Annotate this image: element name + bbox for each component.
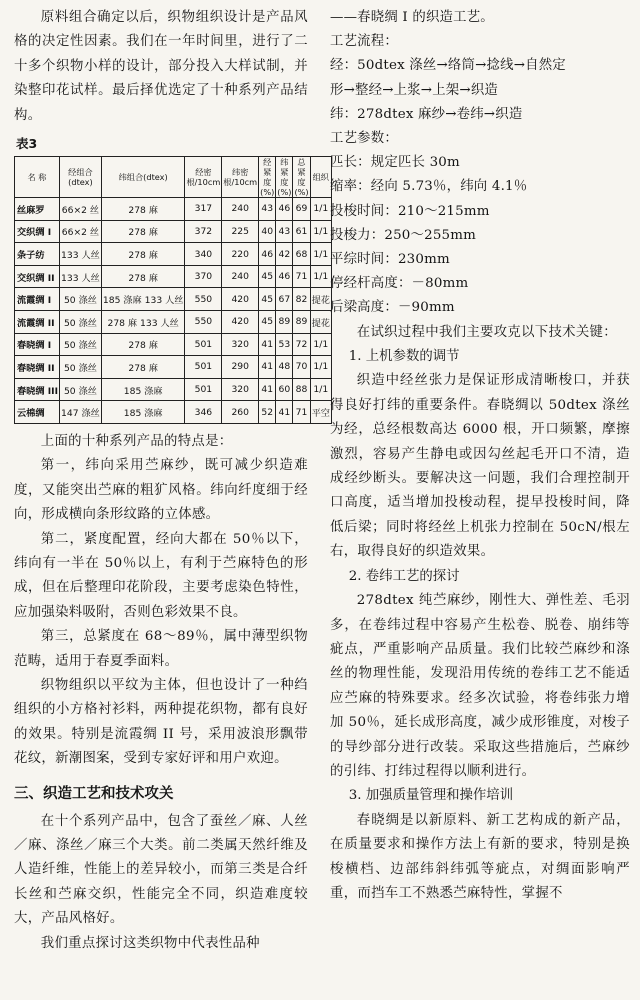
feature-paragraph-3: 第三，总紧度在 68～89％，属中薄型织物范畴，适用于春夏季面料。	[14, 629, 308, 669]
table-cell: 50 涤丝	[60, 356, 102, 379]
table-cell: 交织绸 II	[15, 265, 60, 288]
table-cell: 60	[276, 378, 293, 401]
process-line: 工艺参数：	[330, 131, 398, 147]
table-row	[15, 333, 332, 356]
table-caption: 表3	[16, 136, 38, 152]
table-cell: 69	[293, 198, 310, 221]
table-cell: 46	[276, 198, 293, 221]
categories-paragraph: 在十个系列产品中，包含了蚕丝／麻、人丝／麻、涤丝／麻三个大类。前二类属天然纤维及人造纤维，性能上的差异较小，而第三类是合纤长丝和苎麻交织，性能完全不同，织造难度较大，产品风格好。	[14, 813, 308, 927]
table-cell: 278 麻	[101, 243, 185, 266]
table-cell: 278 麻 133 人丝	[101, 311, 185, 334]
table-cell: 流霞绸 I	[15, 288, 60, 311]
table-header-cell: 总紧度(%)	[294, 157, 309, 198]
table-row	[15, 401, 332, 424]
section-title: 三、织造工艺和技术攻关	[14, 785, 174, 802]
subheading-3: 3. 加强质量管理和操作培训	[348, 788, 514, 804]
table-header-cell: 纬密根/10cm	[222, 157, 259, 198]
table-cell: 147 涤丝	[60, 401, 102, 424]
subheading-1: 1. 上机参数的调节	[348, 349, 460, 365]
table-cell: 88	[293, 378, 310, 401]
table-cell: 370	[185, 265, 222, 288]
process-line: 缩率：经向 5.73％，纬向 4.1％	[330, 179, 528, 195]
process-line: 工艺流程：	[330, 34, 398, 50]
table-cell: 45	[259, 265, 276, 288]
table-cell: 340	[185, 243, 222, 266]
table-header-cell: 纬组合(dtex)	[101, 157, 185, 198]
table-cell: 501	[185, 356, 222, 379]
table-cell: 133 人丝	[60, 265, 102, 288]
process-line: 平综时间：230mm	[330, 252, 450, 268]
table-cell: 420	[222, 311, 259, 334]
process-line: 纬：278dtex 麻纱→卷纬→织造	[330, 106, 523, 122]
table-cell: 70	[293, 356, 310, 379]
table-body	[15, 198, 332, 424]
table-header-cell: 经组合(dtex)	[60, 157, 102, 198]
process-line: 后梁高度：－90mm	[330, 300, 455, 316]
feature-paragraph-2: 第二，紧度配置，经向大都在 50％以下，纬向有一半在 50％以上，有利于苎麻特色的形成，但在后整理印花阶段，主要考虑染色特性，应加强染料吸附，否则色彩效果不良。	[14, 531, 308, 620]
table-row	[15, 356, 332, 379]
table-header-cell: 纬紧度(%)	[277, 157, 292, 198]
table-cell: 52	[259, 401, 276, 424]
table-header-row	[15, 157, 332, 198]
process-line: 形→整经→上浆→上架→织造	[330, 82, 498, 98]
table-cell: 53	[276, 333, 293, 356]
table-cell: 43	[276, 220, 293, 243]
table-cell: 550	[185, 311, 222, 334]
table-cell: 45	[259, 288, 276, 311]
table-cell: 66×2 丝	[60, 198, 102, 221]
table-cell: 346	[185, 401, 222, 424]
table-cell: 条子纺	[15, 243, 60, 266]
table-cell: 185 涤麻	[101, 378, 185, 401]
table-cell: 平空	[310, 401, 331, 424]
table-row	[15, 220, 332, 243]
left-column	[14, 6, 330, 956]
table-cell: 流霞绸 II	[15, 311, 60, 334]
table-cell: 43	[259, 198, 276, 221]
process-line: 投梭时间：210～215mm	[330, 203, 490, 219]
quality-paragraph: 春晓绸是以新原料、新工艺构成的新产品，在质量要求和操作方法上有新的要求，特别是换梭横档、边部纬斜纬弧等疵点，对绸面影响严重，而挡车工不熟悉苎麻特性，掌握不	[330, 812, 630, 901]
table-header-cell: 经密根/10cm	[185, 157, 222, 198]
table-cell: 48	[276, 356, 293, 379]
table-cell: 185 涤麻	[101, 401, 185, 424]
table-cell: 225	[222, 220, 259, 243]
table-header-cell: 组织	[310, 157, 331, 198]
table-cell: 71	[293, 401, 310, 424]
table-cell: 提花	[310, 288, 331, 311]
process-line: 停经杆高度：－80mm	[330, 276, 469, 292]
table-cell: 云棉绸	[15, 401, 60, 424]
right-column	[330, 6, 630, 906]
table-cell: 72	[293, 333, 310, 356]
table-row	[15, 243, 332, 266]
table-cell: 41	[276, 401, 293, 424]
process-line: ——春晓绸 I 的织造工艺。	[330, 10, 494, 25]
table-cell: 185 涤麻 133 人丝	[101, 288, 185, 311]
table-cell: 372	[185, 220, 222, 243]
table-cell: 交织绸 I	[15, 220, 60, 243]
intro-paragraph: 原料组合确定以后，织物组织设计是产品风格的决定性因素。我们在一年时间里，进行了二十多个织物小样的设计，部分投入大样试制，并染整印花试样。最后择优选定了十种系列产品结构。	[14, 10, 308, 123]
table-cell: 89	[293, 311, 310, 334]
table-cell: 42	[276, 243, 293, 266]
table-row	[15, 265, 332, 288]
table-cell: 278 麻	[101, 220, 185, 243]
table-cell: 46	[259, 243, 276, 266]
table-cell: 420	[222, 288, 259, 311]
table-cell: 260	[222, 401, 259, 424]
table-cell: 220	[222, 243, 259, 266]
table-cell: 丝麻罗	[15, 198, 60, 221]
table-cell: 550	[185, 288, 222, 311]
table-cell: 133 人丝	[60, 243, 102, 266]
table-cell: 1/1	[310, 198, 331, 221]
table-cell: 41	[259, 333, 276, 356]
table-cell: 320	[222, 333, 259, 356]
focus-paragraph: 我们重点探讨这类织物中代表性品种	[40, 935, 260, 951]
table-header-cell: 名 称	[15, 157, 60, 198]
table-row	[15, 288, 332, 311]
table-cell: 89	[276, 311, 293, 334]
table-row	[15, 378, 332, 401]
table-cell: 317	[185, 198, 222, 221]
table-cell: 68	[293, 243, 310, 266]
table-cell: 320	[222, 378, 259, 401]
table-row	[15, 198, 332, 221]
features-intro: 上面的十种系列产品的特点是：	[40, 433, 233, 449]
table-cell: 278 麻	[101, 333, 185, 356]
table-cell: 501	[185, 378, 222, 401]
table-cell: 40	[259, 220, 276, 243]
table-cell: 278 麻	[101, 198, 185, 221]
table-header-cell: 经紧度(%)	[260, 157, 275, 198]
table-cell: 82	[293, 288, 310, 311]
table-cell: 46	[276, 265, 293, 288]
table-cell: 春晓绸 III	[15, 378, 60, 401]
table-cell: 提花	[310, 311, 331, 334]
table-cell: 50 涤丝	[60, 378, 102, 401]
table-cell: 1/1	[310, 378, 331, 401]
process-line: 匹长：规定匹长 30m	[330, 155, 460, 171]
table-cell: 66×2 丝	[60, 220, 102, 243]
table-cell: 50 涤丝	[60, 311, 102, 334]
table-cell: 春晓绸 I	[15, 333, 60, 356]
table-cell: 1/1	[310, 243, 331, 266]
key-tech-intro: 在试织过程中我们主要攻克以下技术关键：	[356, 324, 617, 340]
pirn-winding-paragraph: 278dtex 纯苎麻纱，刚性大、弹性差、毛羽多，在卷纬过程中容易产生松卷、脱卷、崩纬等疵点，严重影响产品质量。我们比较苎麻纱和涤丝的物理性能，发现沿用传统的卷纬工艺不能适应苎麻的特殊要求。经多次试验，将卷纬张力增加 50％，延长成形高度，减少成形锥度，对梭子的导纱部分进行改装。采取这些措施后，苎麻纱的引纬、打纬过程得以顺利进行。	[330, 593, 630, 779]
table-cell: 61	[293, 220, 310, 243]
loom-params-paragraph: 织造中经丝张力是保证形成清晰梭口，并获得良好打纬的重要条件。春晓绸以 50dtex 涤丝为经，总经根数高达 6000 根，开口频繁，摩擦激烈，容易产生静电或因勾丝起毛开口不清，造成经纱断头。要解决这一问题，我们合理控制开口高度，适当增加投梭动程，提早投梭时间，降低后梁；同时将经丝上机张力控制在 50cN/根左右，取得良好的织造效果。	[330, 373, 630, 560]
table-cell: 278 麻	[101, 265, 185, 288]
table-cell: 41	[259, 356, 276, 379]
process-line: 经：50dtex 涤丝→络筒→捻线→自然定	[330, 58, 566, 74]
weave-paragraph: 织物组织以平纹为主体，但也设计了一种绉组织的小方格衬衫料，两种提花织物，都有良好的效果。特别是流霞绸 II 号，采用波浪形飘带花纹，新潮图案，受到专家好评和用户欢迎。	[14, 678, 308, 767]
table-cell: 290	[222, 356, 259, 379]
table-cell: 67	[276, 288, 293, 311]
feature-paragraph-1: 第一，纬向采用苎麻纱，既可减少织造难度，又能突出苎麻的粗犷风格。纬向纤度细于经向，形成横向条形纹路的立体感。	[14, 458, 308, 523]
table-cell: 45	[259, 311, 276, 334]
table-cell: 240	[222, 265, 259, 288]
table-cell: 春晓绸 II	[15, 356, 60, 379]
process-line: 投梭力：250～255mm	[330, 227, 477, 243]
table-cell: 1/1	[310, 265, 331, 288]
fabric-spec-table	[14, 156, 332, 424]
table-cell: 1/1	[310, 333, 331, 356]
table-cell: 501	[185, 333, 222, 356]
table-cell: 278 麻	[101, 356, 185, 379]
table-cell: 41	[259, 378, 276, 401]
table-cell: 1/1	[310, 220, 331, 243]
subheading-2: 2. 卷纬工艺的探讨	[348, 568, 460, 584]
table-cell: 240	[222, 198, 259, 221]
table-cell: 50 涤丝	[60, 288, 102, 311]
table-cell: 1/1	[310, 356, 331, 379]
process-lines	[330, 6, 630, 321]
table-cell: 71	[293, 265, 310, 288]
table-row	[15, 311, 332, 334]
table-cell: 50 涤丝	[60, 333, 102, 356]
